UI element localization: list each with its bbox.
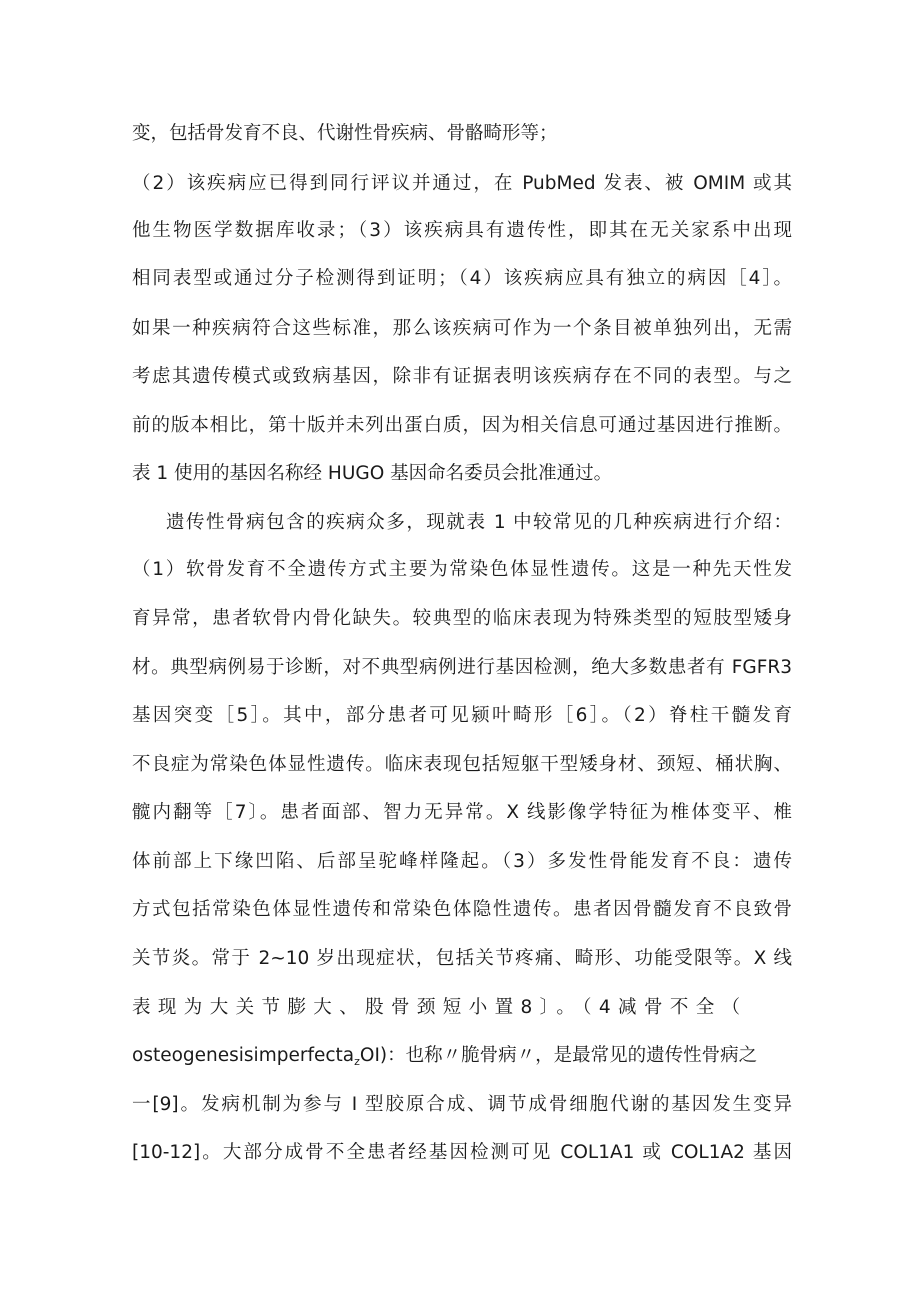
- text-line-12: 材。典型病例易于诊断，对不典型病例进行基因检测，绝大多数患者有 FGFR3: [132, 657, 792, 678]
- text-line-14: 不良症为常染色体显性遗传。临床表现包括短躯干型矮身材、颈短、桶状胸、: [132, 754, 792, 775]
- text-line-2: （2）该疾病应已得到同行评议并通过，在 PubMed 发表、被 OMIM 或其: [132, 173, 792, 194]
- text-line-10: （1）软骨发育不全遗传方式主要为常染色体显性遗传。这是一种先天性发: [132, 559, 792, 580]
- text-line-20: [132, 1043, 792, 1075]
- paragraph-indent-line: 遗传性骨病包含的疾病众多，现就表 1 中较常见的几种疾病进行介绍：: [166, 512, 792, 533]
- text-line-1: 变，包括骨发育不良、代谢性骨疾病、骨骼畸形等；: [132, 123, 558, 144]
- text-line-21: 一[9]。发病机制为参与 I 型胶原合成、调节成骨细胞代谢的基因发生变异: [132, 1094, 792, 1115]
- text-line-13: 基因突变［5］。其中，部分患者可见颍叶畸形［6］。（2）脊柱干髓发育: [132, 705, 792, 726]
- text-line-16: 体前部上下缘凹陷、后部呈驼峰样隆起。（3）多发性骨能发育不良：遗传: [132, 851, 792, 872]
- text-line-18: 关节炎。常于 2~10 岁出现症状，包括关节疼痛、畸形、功能受限等。X 线: [132, 948, 792, 969]
- text-line-4: 相同表型或通过分子检测得到证明；（4）该疾病应具有独立的病因［4］。: [132, 268, 792, 289]
- text-line-19: 表现为大关节膨大、股骨颈短小置8〕。（4减骨不全（: [132, 997, 748, 1018]
- text-line-5: 如果一种疾病符合这些标准，那么该疾病可作为一个条目被单独列出，无需: [132, 318, 792, 339]
- text-line-20-rest: OI)：也称〃脆骨病〃，是最常见的遗传性骨病之: [359, 1045, 758, 1066]
- text-line-22: [10-12]。大部分成骨不全患者经基因检测可见 COL1A1 或 COL1A2 基因: [132, 1142, 792, 1163]
- text-line-15: 髋内翻等［7〕。患者面部、智力无异常。X 线影像学特征为椎体变平、椎: [132, 802, 792, 823]
- text-line-8: 表 1 使用的基因名称经 HUGO 基因命名委员会批准通过。: [132, 463, 613, 484]
- latin-term: osteogenesisimperfecta: [132, 1045, 355, 1066]
- text-line-17: 方式包括常染色体显性遗传和常染色体隐性遗传。患者因骨髓发育不良致骨: [132, 899, 792, 920]
- text-line-3: 他生物医学数据库收录；（3）该疾病具有遗传性，即其在无关家系中出现: [132, 220, 792, 241]
- subscript-mark: z: [354, 1055, 360, 1068]
- text-line-7: 前的版本相比，第十版并未列出蛋白质，因为相关信息可通过基因进行推断。: [132, 415, 792, 436]
- text-line-6: 考虑其遗传模式或致病基因，除非有证据表明该疾病存在不同的表型。与之: [132, 366, 792, 387]
- text-line-11: 育异常，患者软骨内骨化缺失。较典型的临床表现为特殊类型的短肢型矮身: [132, 608, 792, 629]
